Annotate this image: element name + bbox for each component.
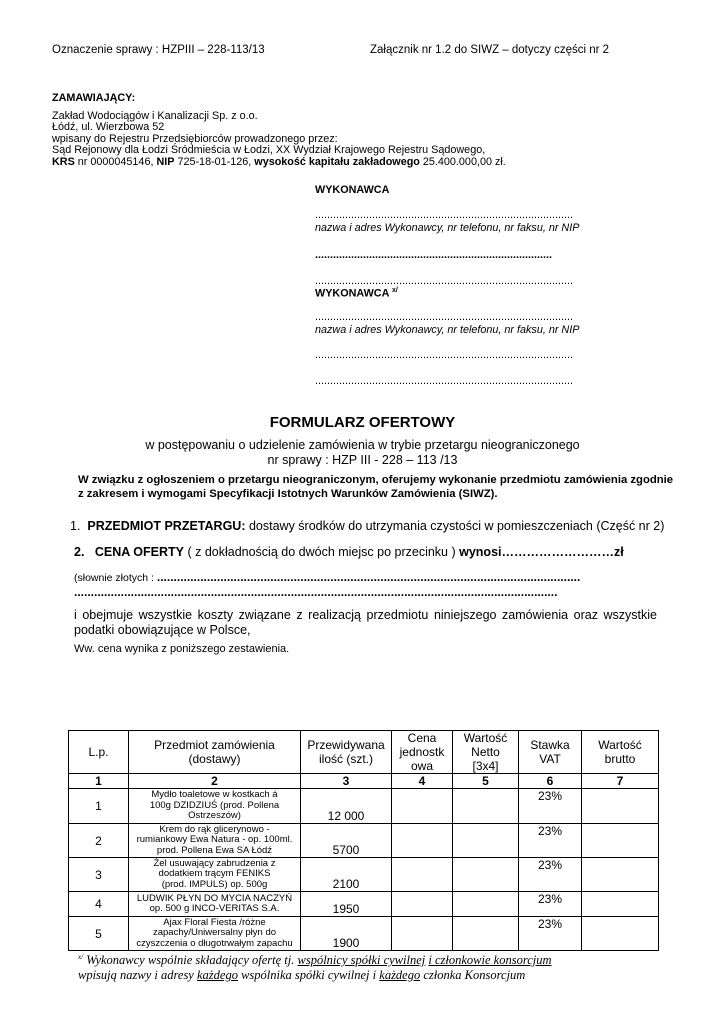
table-header-row bbox=[69, 731, 659, 774]
contractor-dots-3: ...................................................................................... bbox=[315, 275, 573, 287]
row-unit-price bbox=[392, 824, 453, 858]
row-gross bbox=[582, 917, 659, 951]
contractor-dots-1: ...................................................................................... bbox=[315, 209, 573, 221]
col-header-gross: Wartość brutto bbox=[582, 731, 659, 774]
contractor-label-2 bbox=[315, 287, 398, 300]
row-lp: 5 bbox=[69, 917, 129, 951]
item-subject-label: PRZEDMIOT PRZETARGU: bbox=[87, 519, 246, 533]
col-number: 3 bbox=[301, 774, 392, 789]
item-subject bbox=[70, 519, 664, 533]
row-lp: 1 bbox=[69, 789, 129, 824]
footnote-line-1: $^{x/}$ Wykonawcy wspólnie składający ofertę tj. wspólnicy spółki cywilnej i członkowie konsorcjum bbox=[78, 953, 552, 968]
row-unit-price bbox=[392, 789, 453, 824]
price-dotline: ................................................................................................................................................. bbox=[74, 585, 558, 599]
table-row bbox=[69, 824, 659, 858]
col-header-qty: Przewidywana ilość (szt.) bbox=[301, 731, 392, 774]
case-reference: Oznaczenie sprawy : HZPIII – 228-113/13 bbox=[52, 44, 265, 56]
contractor-dots-6: ...................................................................................... bbox=[315, 375, 573, 387]
authority-ids bbox=[52, 157, 506, 169]
contractor-dots-2: ............................................................................... bbox=[315, 249, 552, 261]
item-subject-text: dostawy środków do utrzymania czystości w pomieszczeniach (Część nr 2) bbox=[245, 519, 665, 533]
item-subject-number: 1. bbox=[70, 519, 81, 533]
row-unit-price bbox=[392, 917, 453, 951]
offer-table bbox=[68, 730, 659, 951]
footnote-line-2: wpisują nazwy i adresy każdego wspólnika spółki cywilnej i każdego członka Konsorcjum bbox=[78, 968, 526, 983]
row-gross bbox=[582, 824, 659, 858]
authority-name: Zakład Wodociągów i Kanalizacji Sp. z o.o. bbox=[52, 109, 258, 122]
row-net bbox=[453, 917, 519, 951]
row-unit-price bbox=[392, 858, 453, 892]
row-vat: 23% bbox=[519, 789, 582, 824]
row-lp: 2 bbox=[69, 824, 129, 858]
item-price-number: 2. bbox=[74, 545, 85, 559]
col-header-net: Wartość Netto [3x4] bbox=[453, 731, 519, 774]
col-number: 1 bbox=[69, 774, 129, 789]
col-header-unit-price: Cena jednostk owa bbox=[392, 731, 453, 774]
nip-label: NIP bbox=[156, 155, 175, 168]
col-header-lp: L.p. bbox=[69, 731, 129, 774]
price-in-words bbox=[74, 570, 580, 584]
form-intro: W związku z ogłoszeniem o przetargu nieograniczonym, oferujemy wykonanie przedmiotu zamówienia zgodnie z zakresem i wymogami Specyfikacji Istotnych Warunków Zamówienia (SIWZ). bbox=[78, 474, 674, 500]
item-price bbox=[74, 545, 624, 559]
row-qty: 1950 bbox=[301, 892, 392, 917]
footnote-mark: x/ bbox=[78, 953, 84, 961]
contractor-dots-5: ...................................................................................... bbox=[315, 349, 573, 361]
col-header-vat: Stawka VAT bbox=[519, 731, 582, 774]
row-net bbox=[453, 824, 519, 858]
row-vat: 23% bbox=[519, 892, 582, 917]
authority-address: Łódź, ul. Wierzbowa 52 bbox=[52, 121, 165, 134]
row-product: Ajax Floral Fiesta /różne zapachy/Uniwersalny płyn do czyszczenia o długotrwałym zapachu bbox=[129, 917, 301, 951]
col-number: 6 bbox=[519, 774, 582, 789]
footnote bbox=[78, 950, 552, 983]
contracting-authority-label: ZAMAWIAJĄCY: bbox=[52, 92, 136, 104]
contractor-caption-1: nazwa i adres Wykonawcy, nr telefonu, nr faksu, nr NIP bbox=[315, 222, 580, 234]
table-number-row bbox=[69, 774, 659, 789]
krs-label: KRS bbox=[52, 155, 75, 168]
row-product: Krem do rąk glicerynowo - rumiankowy Ewa Natura - op. 100ml. prod. Pollena Ewa SA Łódź bbox=[129, 824, 301, 858]
authority-registry: wpisany do Rejestru Przedsiębiorców prowadzonego przez: bbox=[52, 132, 338, 145]
row-lp: 4 bbox=[69, 892, 129, 917]
krs-value: nr 0000045146, bbox=[74, 155, 157, 168]
item-price-amount: wynosi………………………zł bbox=[459, 545, 624, 559]
row-net bbox=[453, 892, 519, 917]
table-row bbox=[69, 892, 659, 917]
contractor-dots-4: ...................................................................................... bbox=[315, 311, 573, 323]
item-price-label: CENA OFERTY bbox=[94, 545, 184, 559]
row-vat: 23% bbox=[519, 858, 582, 892]
authority-court: Sąd Rejonowy dla Łodzi Śródmieścia w Łodzi, XX Wydział Krajowego Rejestru Sądowego, bbox=[52, 144, 486, 157]
annex-reference: Załącznik nr 1.2 do SIWZ – dotyczy części nr 2 bbox=[370, 44, 610, 56]
col-number: 4 bbox=[392, 774, 453, 789]
nip-value: 725-18-01-126, bbox=[174, 155, 255, 168]
contractor-caption-2: nazwa i adres Wykonawcy, nr telefonu, nr faksu, nr NIP bbox=[315, 324, 580, 336]
contractor-label-2-text: WYKONAWCA bbox=[315, 287, 389, 300]
contracting-authority-block bbox=[52, 93, 506, 169]
col-number: 5 bbox=[453, 774, 519, 789]
table-row bbox=[69, 789, 659, 824]
price-source-note: Ww. cena wynika z poniższego zestawienia. bbox=[74, 643, 290, 655]
item-price-text: ( z dokładnością do dwóch miejsc po przecinku ) bbox=[183, 545, 460, 559]
form-subtitle-1: w postępowaniu o udzielenie zamówienia w trybie przetargu nieograniczonego bbox=[145, 438, 580, 452]
col-number: 7 bbox=[582, 774, 659, 789]
capital-label: wysokość kapitału zakładowego bbox=[254, 155, 420, 168]
price-in-words-dots: ............................................................................................................................... bbox=[156, 570, 581, 584]
col-number: 2 bbox=[129, 774, 301, 789]
row-gross bbox=[582, 789, 659, 824]
row-qty: 5700 bbox=[301, 824, 392, 858]
contractor-footnote-mark: x/ bbox=[391, 287, 398, 294]
contractor-label-1: WYKONAWCA bbox=[315, 184, 390, 196]
table-row bbox=[69, 917, 659, 951]
col-header-product: Przedmiot zamówienia (dostawy) bbox=[129, 731, 301, 774]
row-product: Mydło toaletowe w kostkach á 100g DZIDZIUŚ (prod. Pollena Ostrzeszów) bbox=[129, 789, 301, 824]
row-gross bbox=[582, 892, 659, 917]
row-vat: 23% bbox=[519, 824, 582, 858]
price-includes: i obejmuje wszystkie koszty związane z realizacją przedmiotu niniejszego zamówienia oraz wszystkie podatki obowiązujące w Polsce, bbox=[74, 608, 657, 637]
form-subtitle-2: nr sprawy : HZP III - 228 – 113 /13 bbox=[267, 453, 458, 467]
row-qty: 12 000 bbox=[301, 789, 392, 824]
form-title: FORMULARZ OFERTOWY bbox=[269, 414, 456, 431]
row-product: Żel usuwający zabrudzenia z dodatkiem trącym FENIKS (prod. IMPULS) op. 500g bbox=[129, 858, 301, 892]
row-lp: 3 bbox=[69, 858, 129, 892]
price-in-words-label: (słownie złotych : bbox=[74, 572, 157, 584]
row-qty: 1900 bbox=[301, 917, 392, 951]
row-product: LUDWIK PŁYN DO MYCIA NACZYŃ op. 500 g INCO-VERITAS S.A. bbox=[129, 892, 301, 917]
row-net bbox=[453, 789, 519, 824]
row-qty: 2100 bbox=[301, 858, 392, 892]
capital-value: 25.400.000,00 zł. bbox=[419, 155, 506, 168]
row-gross bbox=[582, 858, 659, 892]
row-unit-price bbox=[392, 892, 453, 917]
table-row bbox=[69, 858, 659, 892]
row-vat: 23% bbox=[519, 917, 582, 951]
row-net bbox=[453, 858, 519, 892]
